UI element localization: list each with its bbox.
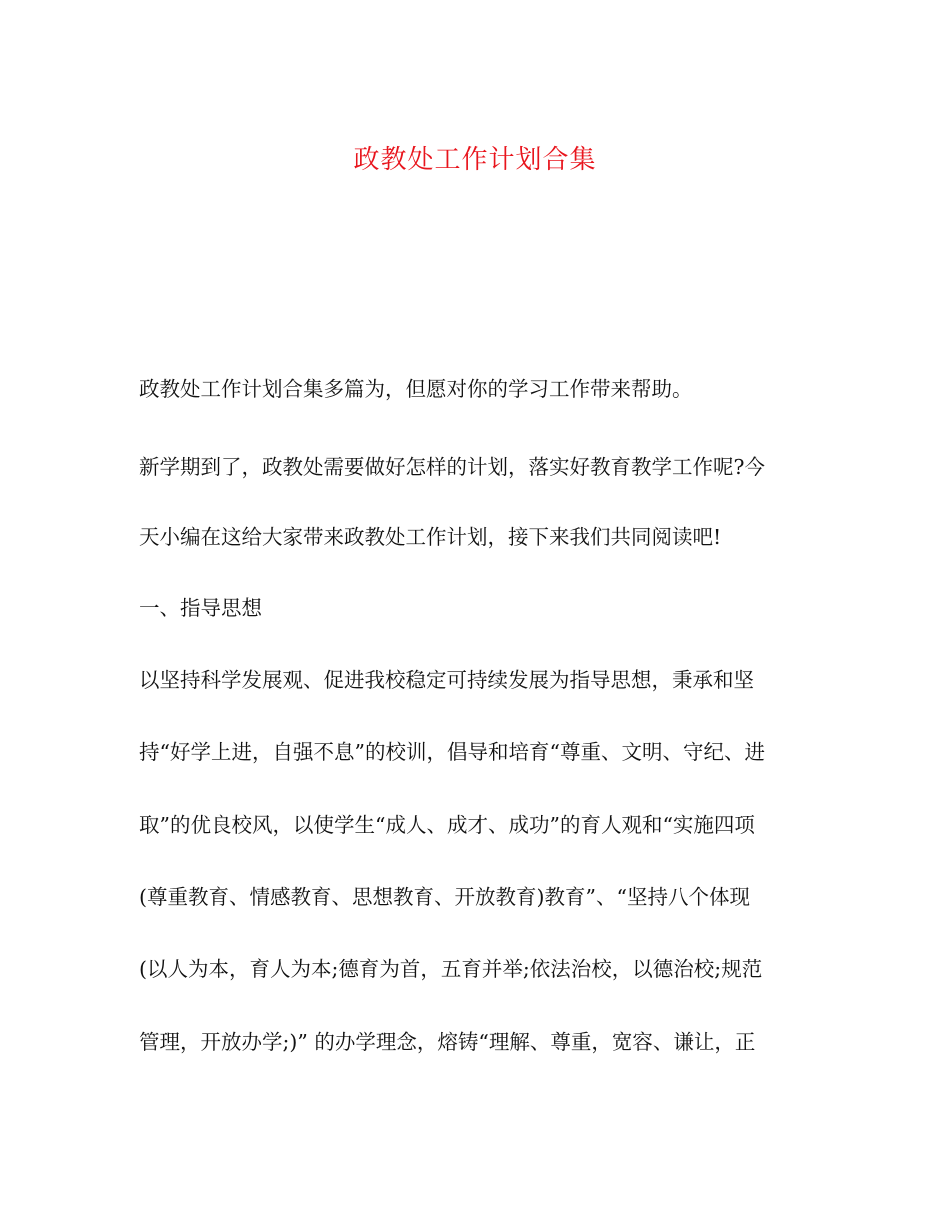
paragraph-line: 管理，开放办学;)” 的办学理念，熔铸“理解、尊重，宽容、谦让，正 [139,1030,756,1054]
section-heading: 一、指导思想 [139,596,262,620]
paragraph-line: 以坚持科学发展观、促进我校稳定可持续发展为指导思想，秉承和坚 [139,668,754,692]
intro-line: 政教处工作计划合集多篇为，但愿对你的学习工作带来帮助。 [139,377,693,401]
paragraph-line: (尊重教育、情感教育、思想教育、开放教育)教育”、“坚持八个体现 [139,885,750,909]
paragraph-line: 天小编在这给大家带来政教处工作计划，接下来我们共同阅读吧! [139,525,722,549]
paragraph-line: (以人为本，育人为本;德育为首，五育并举;依法治校，以德治校;规范 [139,957,763,981]
paragraph-line: 新学期到了，政教处需要做好怎样的计划，落实好教育教学工作呢?今 [139,455,765,479]
document-title: 政教处工作计划合集 [353,145,597,175]
paragraph-line: 持“好学上进，自强不息”的校训，倡导和培育“尊重、文明、守纪、进 [139,740,765,764]
paragraph-line: 取”的优良校风，以使学生“成人、成才、成功”的育人观和“实施四项 [139,813,755,837]
